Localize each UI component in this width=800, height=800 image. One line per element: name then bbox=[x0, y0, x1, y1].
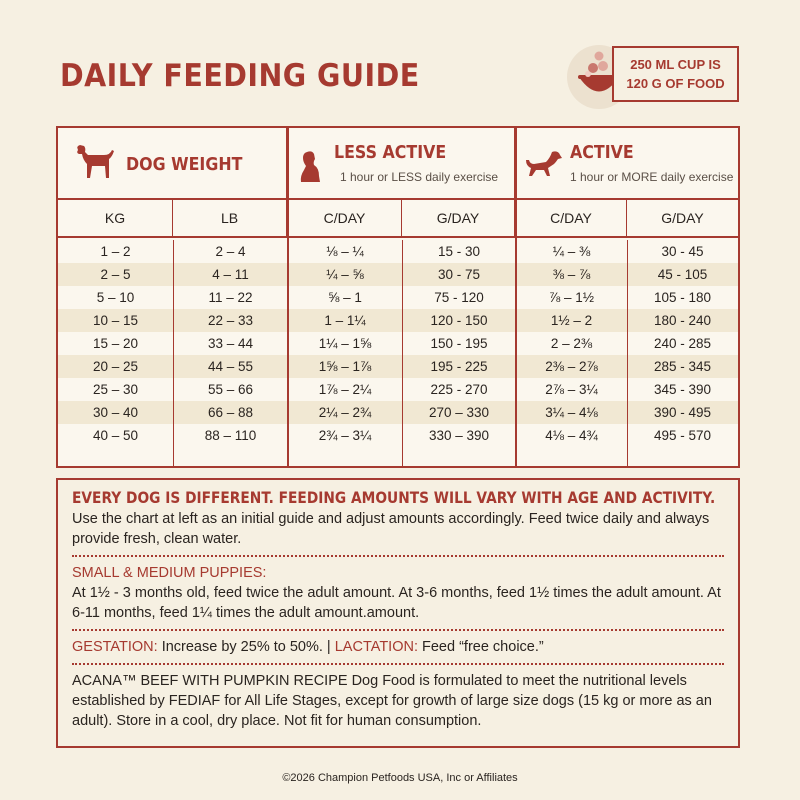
cell-gday-less: 225 - 270 bbox=[430, 382, 488, 397]
dog-playing-icon bbox=[524, 150, 564, 178]
group-less-active bbox=[288, 128, 516, 198]
cell-cday-less: ⅝ – 1 bbox=[328, 290, 362, 305]
cell-lb: 4 – 11 bbox=[212, 267, 249, 282]
cell-cday-active: 2⅞ – 3¼ bbox=[545, 382, 598, 397]
cell-cday-less: 2¾ – 3¼ bbox=[318, 428, 372, 443]
cell-kg: 25 – 30 bbox=[92, 382, 139, 397]
cell-gday-active: 495 - 570 bbox=[653, 428, 712, 443]
puppies-label: SMALL & MEDIUM PUPPIES: bbox=[72, 565, 267, 581]
notes-headline: EVERY DOG IS DIFFERENT. FEEDING AMOUNTS WILL VARY WITH AGE AND ACTIVITY. bbox=[72, 488, 716, 507]
cell-gday-less: 195 - 225 bbox=[430, 359, 488, 374]
cell-gday-less: 75 - 120 bbox=[434, 290, 484, 305]
dog-sitting-icon bbox=[298, 150, 322, 184]
group-active bbox=[516, 128, 738, 198]
cell-cday-active: ⅞ – 1½ bbox=[548, 290, 595, 305]
cup-note-line2: 120 G OF FOOD bbox=[626, 76, 725, 91]
group-subtitle: 1 hour or MORE daily exercise bbox=[570, 170, 734, 184]
feeding-table bbox=[56, 126, 740, 468]
gestation-label: GESTATION: bbox=[72, 639, 158, 655]
page-title: DAILY FEEDING GUIDE bbox=[60, 58, 420, 94]
cell-gday-less: 150 - 195 bbox=[430, 336, 488, 351]
lactation-label: LACTATION: bbox=[334, 639, 418, 655]
cup-note-line1: 250 ML CUP IS bbox=[630, 57, 721, 72]
cell-cday-less: ¼ – ⅝ bbox=[326, 267, 364, 282]
cell-gday-less: 330 – 390 bbox=[428, 428, 490, 443]
cell-gday-less: 270 – 330 bbox=[428, 405, 490, 420]
cell-gday-active: 390 - 495 bbox=[653, 405, 712, 420]
cell-cday-less: 1¼ – 1⅝ bbox=[318, 336, 372, 351]
divider bbox=[72, 663, 724, 665]
cell-cday-less: 1⅞ – 2¼ bbox=[318, 382, 372, 397]
column-header-gday-active: G/DAY bbox=[661, 210, 704, 226]
divider bbox=[72, 555, 724, 557]
cell-cday-active: 1½ – 2 bbox=[550, 313, 593, 328]
cell-gday-active: 240 - 285 bbox=[653, 336, 712, 351]
cell-gday-less: 15 - 30 bbox=[437, 244, 481, 259]
column-header-cday-less: C/DAY bbox=[288, 200, 402, 236]
cell-cday-less: 1⅝ – 1⅞ bbox=[318, 359, 372, 374]
cell-gday-active: 180 - 240 bbox=[653, 313, 712, 328]
cell-cday-active: 4⅛ – 4¾ bbox=[545, 428, 598, 443]
cell-cday-active: 2⅜ – 2⅞ bbox=[545, 359, 598, 374]
cell-kg: 20 – 25 bbox=[92, 359, 139, 374]
cell-kg: 10 – 15 bbox=[92, 313, 139, 328]
table-row bbox=[58, 355, 738, 378]
column-header-row bbox=[58, 198, 738, 238]
feeding-notes bbox=[56, 478, 740, 748]
lactation-text: Feed “free choice.” bbox=[417, 639, 544, 655]
cell-gday-active: 285 - 345 bbox=[653, 359, 712, 374]
table-row bbox=[58, 332, 738, 355]
cell-kg: 30 – 40 bbox=[92, 405, 139, 420]
group-title: LESS ACTIVE bbox=[334, 142, 447, 163]
cell-kg: 5 – 10 bbox=[96, 290, 135, 305]
table-row bbox=[58, 240, 738, 263]
column-header-kg: KG bbox=[58, 200, 173, 236]
table-row bbox=[58, 263, 738, 286]
group-subtitle: 1 hour or LESS daily exercise bbox=[340, 170, 499, 184]
dog-standing-icon bbox=[72, 142, 116, 182]
gestation-text: Increase by 25% to 50%. | bbox=[157, 639, 335, 655]
column-header-cday-active: C/DAY bbox=[516, 200, 627, 236]
cup-conversion-note bbox=[612, 46, 739, 102]
cell-gday-active: 345 - 390 bbox=[653, 382, 712, 397]
table-row bbox=[58, 309, 738, 332]
cell-gday-less: 120 - 150 bbox=[430, 313, 488, 328]
cell-cday-less: 1 – 1¼ bbox=[324, 313, 366, 328]
group-title: DOG WEIGHT bbox=[126, 154, 243, 175]
cell-kg: 40 – 50 bbox=[92, 428, 139, 443]
cell-kg: 2 – 5 bbox=[100, 267, 131, 282]
cell-lb: 33 – 44 bbox=[207, 336, 254, 351]
cell-gday-active: 105 - 180 bbox=[653, 290, 712, 305]
column-header-gday-less: G/DAY bbox=[402, 200, 516, 236]
cell-kg: 1 – 2 bbox=[100, 244, 131, 259]
column-header-lb: LB bbox=[173, 200, 288, 236]
cell-lb: 66 – 88 bbox=[207, 405, 254, 420]
cell-cday-active: 2 – 2⅜ bbox=[550, 336, 593, 351]
puppies-text: At 1½ - 3 months old, feed twice the adult amount. At 3-6 months, feed 1½ times the adult amount. At 6-11 months, feed 1¼ times the adult amount.amount. bbox=[72, 585, 721, 621]
cell-cday-active: ¼ – ⅜ bbox=[552, 244, 591, 259]
cell-lb: 2 – 4 bbox=[215, 244, 246, 259]
divider bbox=[72, 629, 724, 631]
group-title: ACTIVE bbox=[570, 142, 634, 163]
copyright-footer: ©2026 Champion Petfoods USA, Inc or Affiliates bbox=[282, 772, 518, 784]
cell-cday-active: ⅜ – ⅞ bbox=[552, 267, 591, 282]
cell-kg: 15 – 20 bbox=[92, 336, 139, 351]
table-row bbox=[58, 424, 738, 447]
cell-lb: 22 – 33 bbox=[207, 313, 254, 328]
group-dog-weight bbox=[58, 128, 288, 198]
cell-lb: 44 – 55 bbox=[207, 359, 254, 374]
nutrition-statement: ACANA™ BEEF WITH PUMPKIN RECIPE Dog Food is formulated to meet the nutritional levels established by FEDIAF for All Life Stages, except for growth of large size dogs (15 kg or more as an adult). Store in a cool, dry place. Not fit for human consumption. bbox=[72, 673, 712, 729]
cell-gday-less: 30 - 75 bbox=[437, 267, 481, 282]
cell-cday-less: 2¼ – 2¾ bbox=[318, 405, 372, 420]
cell-gday-active: 45 - 105 bbox=[657, 267, 708, 282]
cell-lb: 11 – 22 bbox=[208, 290, 253, 305]
cell-lb: 55 – 66 bbox=[207, 382, 254, 397]
cell-cday-less: ⅛ – ¼ bbox=[326, 244, 364, 259]
cell-cday-active: 3¼ – 4⅛ bbox=[545, 405, 598, 420]
table-row bbox=[58, 286, 738, 309]
cell-gday-active: 30 - 45 bbox=[661, 244, 704, 259]
notes-intro: Use the chart at left as an initial guide and adjust amounts accordingly. Feed twice daily and always provide fresh, clean water. bbox=[72, 511, 710, 547]
table-row bbox=[58, 401, 738, 424]
cell-lb: 88 – 110 bbox=[204, 428, 257, 443]
table-row bbox=[58, 378, 738, 401]
gestation-lactation-line bbox=[72, 637, 724, 657]
table-body bbox=[58, 240, 738, 447]
